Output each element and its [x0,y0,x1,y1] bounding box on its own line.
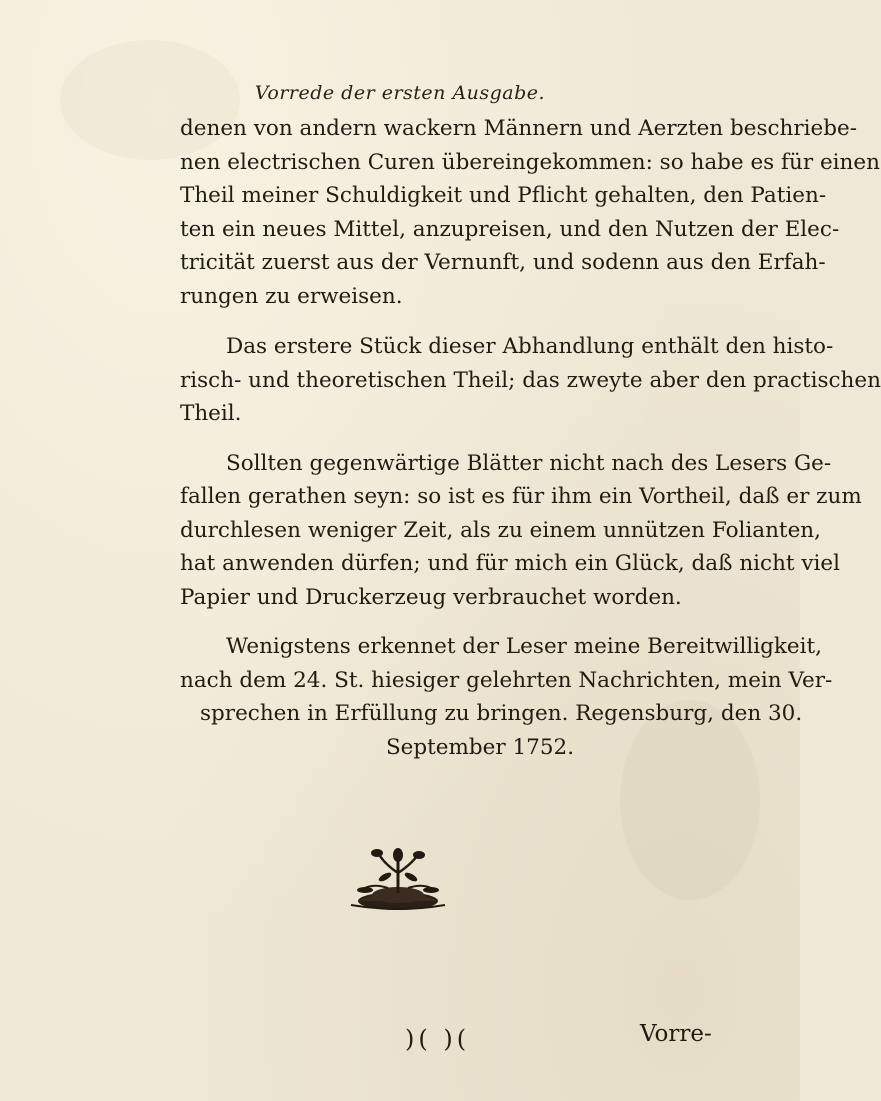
text-line: risch- und theoretischen Theil; das zweyte aber den practischen [180,367,881,393]
text-line: nach dem 24. St. hiesiger gelehrten Nachrichten, mein Ver- [180,667,833,693]
text-line: denen von andern wackern Männern und Aerzten beschriebe- [180,116,858,141]
text-line: tricität zuerst aus der Vernunft, und sodenn aus den Erfah- [180,250,826,275]
text-line: Theil. [180,401,242,426]
text-line: ten ein neues Mittel, anzupreisen, und den Nutzen der Elec- [180,216,840,242]
paragraph-3 [180,447,862,615]
paragraph-4 [180,630,833,764]
catchword: Vorre- [640,1021,712,1047]
text-line: Sollten gegenwärtige Blätter nicht nach des Lesers Ge- [226,450,832,476]
text-line: fallen gerathen seyn: so ist es für ihm ein Vortheil, daß er zum [180,484,862,509]
text-line: Theil meiner Schuldigkeit und Pflicht gehalten, den Patien- [180,183,827,208]
text-line: Das erstere Stück dieser Abhandlung enthält den histo- [226,334,834,359]
text-line: nen electrischen Curen übereingekommen: so habe es für einen [180,149,880,175]
text-line: rungen zu erweisen. [180,283,403,309]
running-head: Vorrede der ersten Ausgabe. [254,82,546,104]
text-line: Papier und Druckerzeug verbrauchet worden. [180,584,682,610]
paragraph-2 [180,330,881,431]
signature-mark: )( )( [405,1025,471,1053]
paragraph-1 [180,112,880,313]
printer-vignette-ornament [333,843,463,915]
main-text [180,112,881,764]
text-line: Wenigstens erkennet der Leser meine Bereitwilligkeit, [226,634,822,659]
text-line: hat anwenden dürfen; und für mich ein Glück, daß nicht viel [180,551,841,576]
text-line: durchlesen weniger Zeit, als zu einem unnützen Folianten, [180,517,821,543]
text-line: September 1752. [385,734,575,760]
text-line: sprechen in Erfüllung zu bringen. Regensburg, den 30. [200,701,803,726]
